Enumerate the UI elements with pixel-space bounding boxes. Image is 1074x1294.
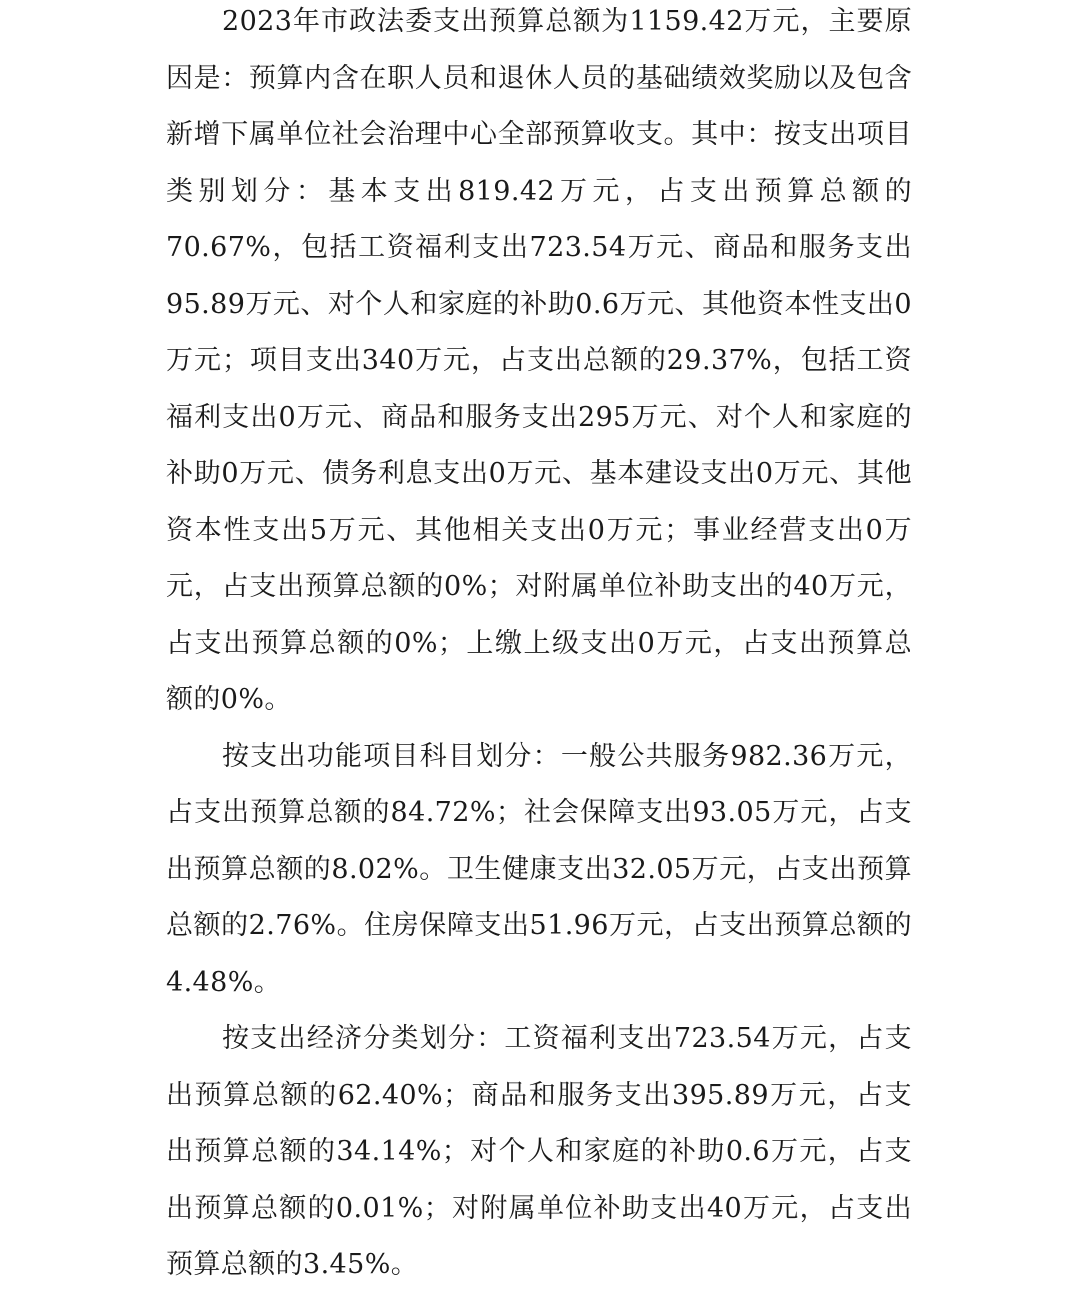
- paragraph-expenditure-by-economic-class: 按支出经济分类划分：工资福利支出723.54万元，占支出预算总额的62.40%；商品和服务支出395.89万元，占支出预算总额的34.14%；对个人和家庭的补助0.6万元，占支出预算总额的0.01%；对附属单位补助支出40万元，占支出预算总额的3.45%。: [166, 1023, 912, 1280]
- document-body: [166, 0, 912, 1294]
- paragraph-expenditure-by-project-category: 2023年市政法委支出预算总额为1159.42万元，主要原因是：预算内含在职人员和退休人员的基础绩效奖励以及包含新增下属单位社会治理中心全部预算收支。其中：按支出项目类别划分：基本支出819.42万元，占支出预算总额的70.67%，包括工资福利支出723.54万元、商品和服务支出95.89万元、对个人和家庭的补助0.6万元、其他资本性支出0万元；项目支出340万元，占支出总额的29.37%，包括工资福利支出0万元、商品和服务支出295万元、对个人和家庭的补助0万元、债务利息支出0万元、基本建设支出0万元、其他资本性支出5万元、其他相关支出0万元；事业经营支出0万元，占支出预算总额的0%；对附属单位补助支出的40万元，占支出预算总额的0%；上缴上级支出0万元，占支出预算总额的0%。: [166, 6, 912, 715]
- paragraph-expenditure-by-function: 按支出功能项目科目划分：一般公共服务982.36万元，占支出预算总额的84.72%；社会保障支出93.05万元，占支出预算总额的8.02%。卫生健康支出32.05万元，占支出预算总额的2.76%。住房保障支出51.96万元，占支出预算总额的4.48%。: [166, 740, 912, 998]
